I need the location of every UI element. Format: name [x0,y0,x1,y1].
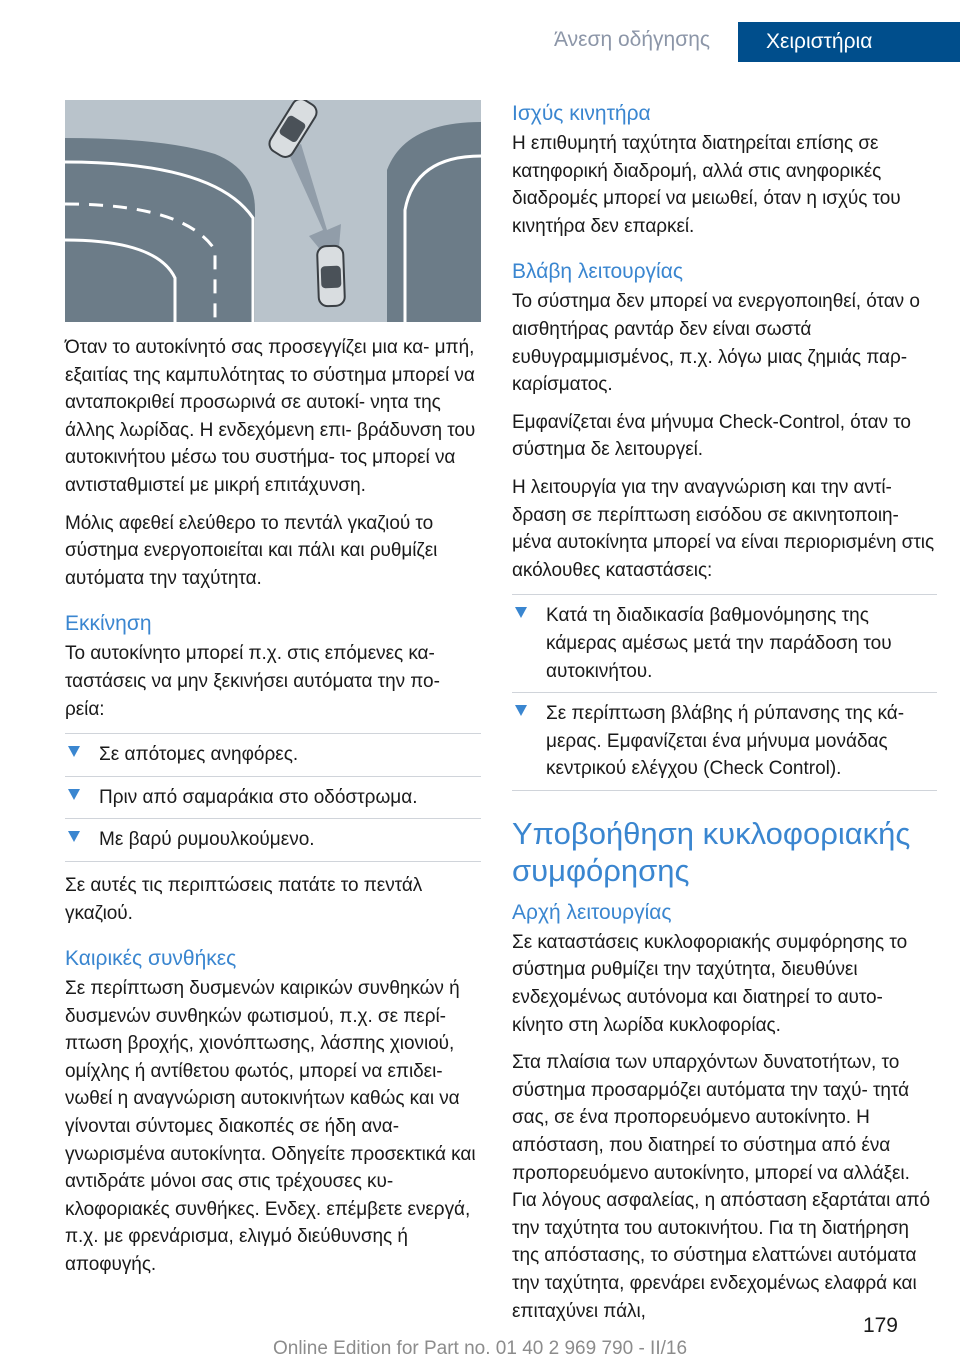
list-item [512,693,937,791]
paragraph: Η λειτουργία για την αναγνώριση και την αντί‐ δραση σε περίπτωση εισόδου σε ακινητοποιη‐ μένα αυτοκίνητα μπορεί να είναι περιορισμένη στις ακόλουθες καταστάσεις: [512,476,935,581]
header-section-title: Άνεση οδήγησης [554,28,710,51]
paragraph: Σε καταστάσεις κυκλοφοριακής συμφόρησης το σύστημα ρυθμίζει την ταχύτητα, διευθύνει ενδεχομένως αυτόνομα και διατηρεί το αυτο‐ κίνητο στη λωρίδα κυκλοφορίας. [512,931,908,1036]
list-item-text: Με βαρύ ρυμουλκούμενο. [99,829,315,851]
triangle-bullet-icon [515,705,527,716]
paragraph: Εμφανίζεται ένα μήνυμα Check-Control, όταν το σύστημα δε λειτουργεί. [512,411,911,461]
page-number: 179 [862,1314,898,1337]
heading-start: Εκκίνηση [65,612,152,636]
paragraph: Σε αυτές τις περιπτώσεις πατάτε το πεντάλ γκαζιού. [65,874,423,924]
list-item-text: Πριν από σαμαράκια στο οδόστρωμα. [99,786,418,808]
paragraph: Στα πλαίσια των υπαρχόντων δυνατοτήτων, το σύστημα προσαρμόζει αυτόματα την ταχύ‐ τητά σας, σε ένα προπορευόμενο αυτοκίνητο. Η απόσταση, που διατηρεί το σύστημα από ένα προπορευόμενο αυτοκίνητο, μπορεί να αλλάξει. Για λόγους ασφαλείας, η απόσταση εξαρτάται από την ταχύτητα του αυτοκινήτου. Για τη διατήρηση της απόστασης, το σύστημα ελαττώνει αυτόματα την ταχύτητα, φρενάρει ενδεχομένως ελαφρά και επιταχύνει πάλι, [512,1052,931,1322]
paragraph: Το αυτοκίνητο μπορεί π.χ. στις επόμενες κα‐ ταστάσεις να μην ξεκινήσει αυτόματα την πο‐ ρεία: [65,643,440,720]
list-item-text: Σε απότομες ανηφόρες. [99,744,299,766]
list-item [65,733,481,777]
list-item-text: Σε περίπτωση βλάβης ή ρύπανσης της κά‐ μερας. Εμφανίζεται ένα μήνυμα μονάδας κεντρικού ελέγχου (Check Control). [546,703,905,780]
list-item [512,594,937,693]
page-header [0,0,960,62]
right-column [512,100,937,1335]
heading-weather: Καιρικές συνθήκες [65,947,237,971]
triangle-bullet-icon [68,789,80,800]
paragraph: Όταν το αυτοκίνητό σας προσεγγίζει μια κα‐ μπή, εξαιτίας της καμπυλότητας το σύστημα μπορεί να ανταποκριθεί προσωρινά σε αυτοκί‐ νητα της άλλης λωρίδας. Η ενδεχόμενη επι‐ βράδυνση του αυτοκινήτου μέσω του συστήμα‐ τος μπορεί να αντισταθμιστεί με μικρή επιτάχυνση. [65,337,476,496]
curve-illustration [65,100,481,322]
list-item [65,819,481,862]
heading-traffic-jam-assistant: Υποβοήθηση κυκλοφοριακής συμφόρησης [512,815,911,888]
paragraph: Η επιθυμητή ταχύτητα διατηρείται επίσης σε κατηφορική διαδρομή, αλλά στις ανηφορικές διαδρομές μπορεί να μειωθεί, όταν η ισχύς του κινητήρα δεν επαρκεί. [512,133,901,237]
header-chapter-tab: Χειριστήρια [738,22,960,62]
heading-malfunction: Βλάβη λειτουργίας [512,260,683,284]
heading-engine-power: Ισχύς κινητήρα [512,102,651,125]
paragraph: Το σύστημα δεν μπορεί να ενεργοποιηθεί, όταν ο αισθητήρας ραντάρ δεν είναι σωστά ευθυγραμμισμένος, π.χ. λόγω μιας ζημιάς παρ‐ καρίσματος. [512,291,920,396]
curve-road-image [65,100,481,322]
paragraph: Σε περίπτωση δυσμενών καιρικών συνθηκών ή δυσμενών συνθηκών φωτισμού, π.χ. σε περί‐ πτωση βροχής, χιονόπτωσης, λάσπης χιονιού, ομίχλης ή αντίθετου φωτός, μπορεί να επιδει‐ νωθεί η αναγνώριση αυτοκινήτων καθώς και να γίνονται σύντομες διακοπές σε ήδη ανα‐ γνωρισμένα αυτοκίνητα. Οδηγείτε προσεκτικά και αντιδράτε μόνοι σας στις τρέχουσες κυ‐ κλοφοριακές συνθήκες. Ενδεχ. επέμβετε ενεργά, π.χ. με φρενάρισμα, ελιγμό διεύθυνσης ή αποφυγής. [65,978,476,1276]
heading-principle: Αρχή λειτουργίας [512,900,672,924]
edition-footer: Online Edition for Part no. 01 40 2 969 790 - II/16 [272,1338,688,1359]
left-column [65,100,481,1289]
bullet-list [65,733,481,862]
list-item-text: Κατά τη διαδικασία βαθμονόμησης της κάμερας αμέσως μετά την παράδοση του αυτοκινήτου. [546,605,892,682]
list-item [65,777,481,820]
triangle-bullet-icon [68,746,80,757]
bullet-list [512,594,937,791]
triangle-bullet-icon [68,831,80,842]
triangle-bullet-icon [515,607,527,618]
paragraph: Μόλις αφεθεί ελεύθερο το πεντάλ γκαζιού το σύστημα ενεργοποιείται και πάλι και ρυθμίζει αυτόματα την ταχύτητα. [65,512,438,589]
